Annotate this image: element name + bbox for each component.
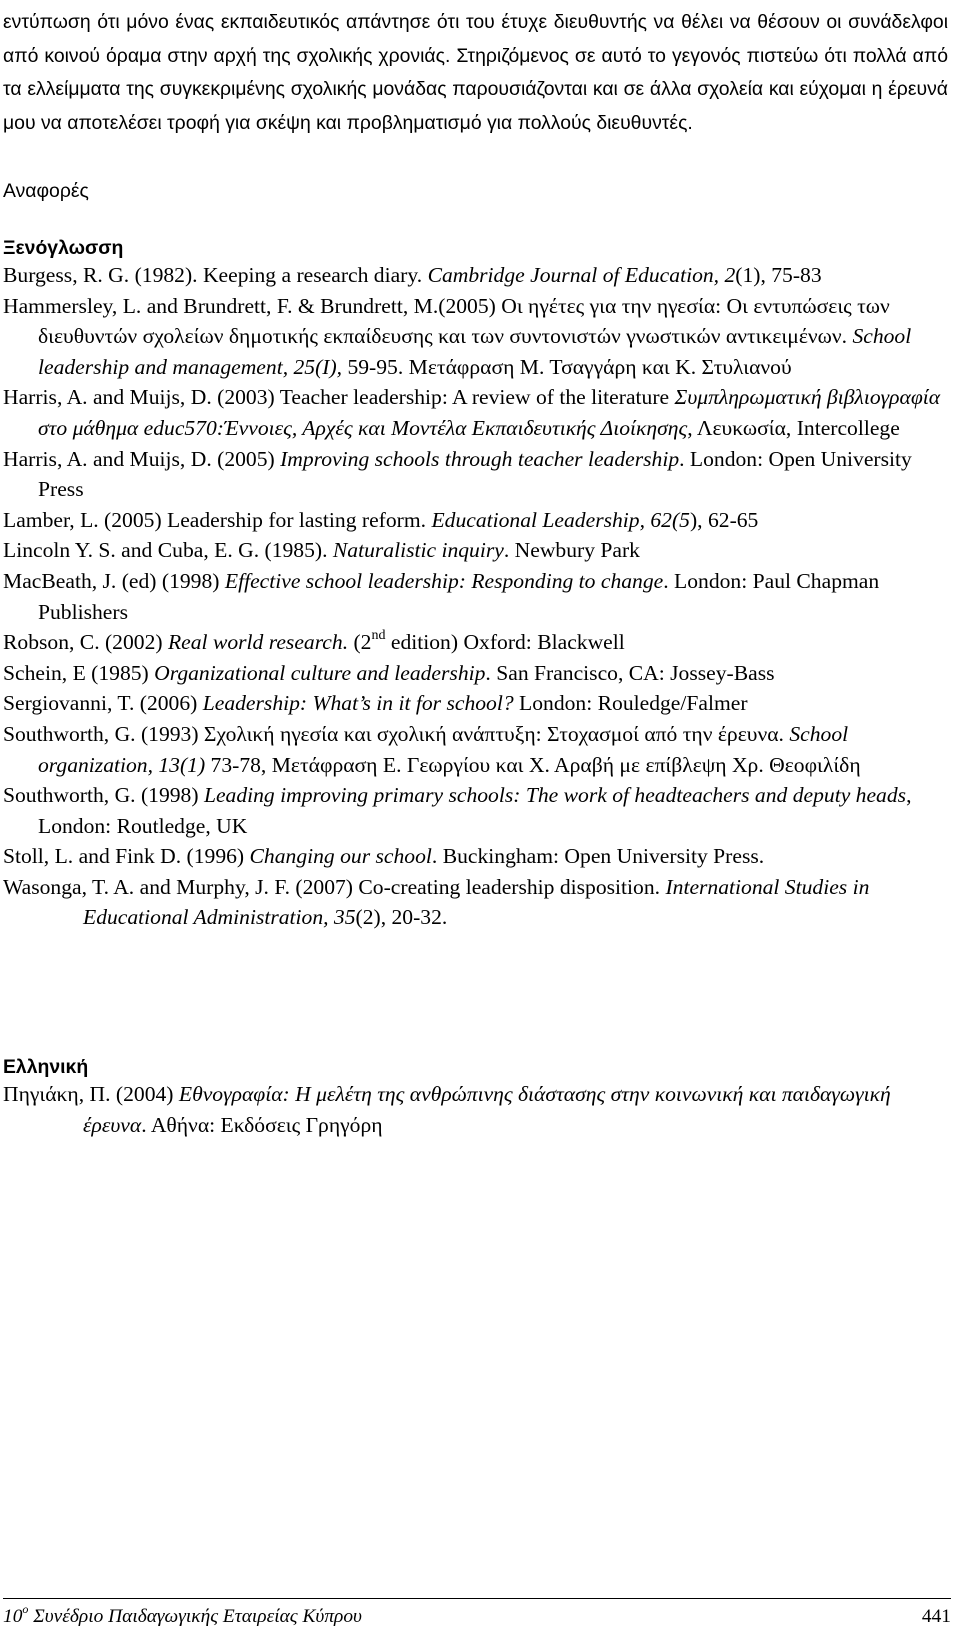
reference-text: Burgess, R. G. (1982). Keeping a research diary. [3, 263, 428, 287]
reference-source: Συμπληρωματική βιβλιογραφία στο μάθημα educ570:Έννοιες, Αρχές και Μοντέλα Εκπαιδευτικής Διοίκησης [38, 385, 941, 440]
reference-text: Hammersley, L. and Brundrett, F. & Brundrett, M.(2005) Οι ηγέτες για την ηγεσία: Οι εντυπώσεις των διευθυντών σχολείων δημοτικής εκπαίδευσης και των συντονιστών γνωστικών αντικειμένων. [3, 293, 890, 349]
reference-details: (1), 75-83 [735, 263, 822, 287]
conference-title: Συνέδριο Παιδαγωγικής Εταιρείας Κύπρου [28, 1606, 362, 1627]
reference-text: Sergiovanni, T. (2006) [3, 691, 203, 716]
page-number: 441 [921, 1606, 951, 1627]
reference-details: ), 62-65 [689, 507, 759, 532]
reference-details: . London: Open University Press [38, 446, 912, 502]
reference-text: Robson, C. (2002) [3, 630, 168, 655]
reference-entry [3, 260, 953, 291]
reference-entry [3, 1079, 953, 1140]
reference-source: Εθνογραφία: Η μελέτη της ανθρώπινης διάστασης στην κοινωνική και παιδαγωγική έρευνα [83, 1082, 891, 1137]
reference-details: . San Francisco, CA: Jossey-Bass [485, 660, 775, 685]
reference-text: Lincoln Y. S. and Cuba, E. G. (1985). [3, 538, 333, 563]
reference-entry [3, 566, 953, 627]
reference-details: London: Rouledge/Falmer [513, 691, 748, 716]
greek-references-heading: Ελληνική [3, 1056, 89, 1078]
references-heading: Αναφορές [3, 180, 89, 202]
reference-entry [3, 291, 953, 383]
reference-entry [3, 535, 953, 566]
reference-source: Organizational culture and leadership [154, 660, 486, 685]
reference-details: . Buckingham: Open University Press. [431, 844, 765, 869]
reference-entry [3, 841, 953, 872]
reference-entry [3, 382, 953, 443]
reference-details: 73-78, Μετάφραση Ε. Γεωργίου και Χ. Αραβή με επίβλεψη Χρ. Θεοφιλίδη [205, 752, 861, 777]
reference-source: Leading improving primary schools: The work of headteachers and deputy heads [203, 783, 907, 808]
reference-source: Improving schools through teacher leadership [280, 446, 680, 471]
reference-source: International Studies in Educational Administration, 35 [83, 874, 870, 930]
foreign-references-heading: Ξενόγλωσση [3, 237, 124, 259]
ordinal-superscript: ο [22, 1601, 29, 1616]
reference-text: Harris, A. and Muijs, D. (2003) Teacher leadership: A review of the literature [3, 385, 675, 410]
reference-source: Naturalistic inquiry [332, 538, 504, 563]
reference-text: Lamber, L. (2005) Leadership for lasting reform. [3, 507, 432, 532]
foreign-reference-list [3, 260, 953, 933]
reference-entry [3, 872, 953, 933]
reference-source: Real world research. [167, 630, 349, 655]
reference-text: MacBeath, J. (ed) (1998) [3, 568, 225, 593]
reference-entry [3, 627, 953, 658]
reference-source: Educational Leadership, 62(5 [431, 507, 690, 532]
reference-publisher: edition) Oxford: Blackwell [385, 630, 625, 655]
reference-source: Cambridge Journal of Education, 2 [427, 263, 736, 287]
reference-details: 59-95. Μετάφραση Μ. Τσαγγάρη και Κ. Στυλιανού [342, 354, 792, 379]
conference-number: 10 [3, 1606, 23, 1627]
reference-text: Southworth, G. (1993) Σχολική ηγεσία και σχολική ανάπτυξη: Στοχασμοί από την έρευνα. [3, 721, 790, 746]
reference-details: . Αθήνα: Εκδόσεις Γρηγόρη [141, 1112, 383, 1137]
reference-source: Changing our school [249, 844, 432, 869]
reference-details: . Newbury Park [503, 538, 640, 563]
reference-text: Schein, E (1985) [3, 660, 155, 685]
reference-details: (2), 20-32. [355, 905, 448, 930]
reference-source: Effective school leadership: Responding to change [224, 568, 664, 593]
edition-superscript: nd [371, 627, 386, 643]
reference-source: School leadership and management, 25(I), [38, 324, 912, 379]
intro-paragraph: εντύπωση ότι μόνο ένας εκπαιδευτικός απάντησε ότι του έτυχε διευθυντής να θέλει να θέσουν οι συνάδελφοι από κοινού όραμα στην αρχή της σχολικής χρονιάς. Στηριζόμενος σε αυτό το γεγονός πιστεύω ότι πολλά από τα ελλείμματα της συγκεκριμένης σχολικής μονάδας παρουσιάζονται και σε άλλα σχολεία και εύχομαι η έρευνά μου να αποτελέσει τροφή για σκέψη και προβληματισμό για πολλούς διευθυντές. [3, 11, 948, 134]
reference-details: . London: Paul Chapman Publishers [38, 568, 880, 624]
reference-entry [3, 444, 953, 505]
reference-entry [3, 658, 953, 689]
conference-name [3, 1601, 362, 1630]
reference-source: School organization, 13(1) [38, 721, 849, 777]
reference-details: , London: Routledge, UK [38, 783, 912, 838]
reference-entry [3, 780, 953, 841]
reference-details: (2 [348, 630, 372, 655]
reference-text: Harris, A. and Muijs, D. (2005) [3, 446, 281, 471]
reference-source: Leadership: What’s in it for school? [202, 691, 514, 716]
reference-entry [3, 719, 953, 780]
reference-text: Wasonga, T. A. and Murphy, J. F. (2007) Co-creating leadership disposition. [3, 874, 666, 899]
reference-entry [3, 688, 953, 719]
footer-divider [3, 1598, 951, 1599]
reference-entry [3, 505, 953, 536]
greek-reference-list [3, 1079, 953, 1140]
reference-text: Stoll, L. and Fink D. (1996) [3, 844, 250, 869]
reference-text: Southworth, G. (1998) [3, 783, 204, 808]
reference-details: , Λευκωσία, Intercollege [687, 415, 900, 440]
reference-text: Πηγιάκη, Π. (2004) [3, 1082, 179, 1106]
page-footer [3, 1601, 951, 1630]
